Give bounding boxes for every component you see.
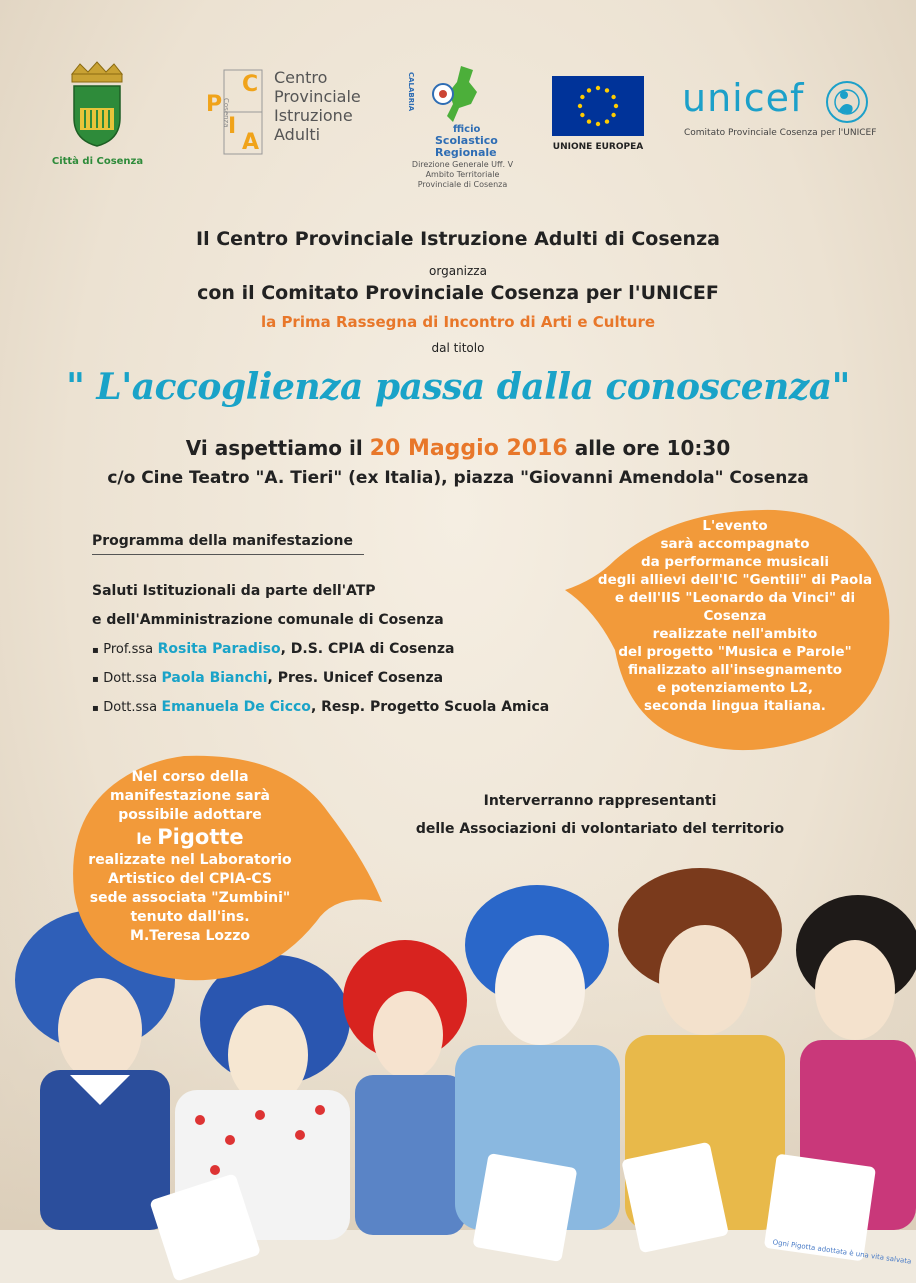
- bubble-left-line: Artistico del CPIA-CS: [107, 871, 273, 887]
- bubble-left-line: sede associata "Zumbini": [89, 890, 291, 906]
- speaker-name: Rosita Paradiso: [157, 641, 281, 657]
- event-time: alle ore 10:30: [574, 436, 731, 460]
- bubble-left-line: manifestazione sarà: [110, 788, 270, 804]
- speaker-title: Dott.ssa: [103, 700, 158, 715]
- adoption-tag-text: Ogni Pigotta adottata è una vita salvata: [772, 1238, 912, 1266]
- cpia-side-label: Cosenza: [222, 98, 230, 128]
- cpia-letter-a: A: [242, 130, 260, 155]
- cpia-letter-i: I: [228, 114, 237, 139]
- citta-label: Città di Cosenza: [51, 156, 144, 167]
- bubble-left-line: Nel corso della: [131, 769, 249, 785]
- cpia-line: Centro: [274, 68, 328, 87]
- usr-ambito: Ambito Territoriale: [425, 170, 500, 179]
- cpia-logo: [202, 68, 372, 158]
- speaker-name: Emanuela De Cicco: [161, 699, 311, 715]
- eu-logo: [552, 76, 644, 152]
- eu-flag-icon: [552, 76, 644, 136]
- program-intro2: e dell'Amministrazione comunale di Cosenza: [92, 612, 444, 628]
- usr-line: fficio: [453, 124, 481, 135]
- header-organizza: organizza: [429, 264, 487, 278]
- bubble-left-line: tenuto dall'ins.: [130, 909, 250, 925]
- bubble-right-line: sarà accompagnato: [660, 536, 810, 552]
- bubble-left-line: M.Teresa Lozzo: [130, 928, 250, 944]
- speaker-role: , Pres. Unicef Cosenza: [267, 670, 444, 686]
- speaker-row: ▪ Dott.ssa Emanuela De Cicco, Resp. Progetto Scuola Amica: [92, 699, 550, 715]
- associations-line2: delle Associazioni di volontariato del territorio: [415, 821, 785, 837]
- bubble-right-line: e potenziamento L2,: [657, 680, 813, 696]
- program-heading: Programma della manifestazione: [92, 533, 364, 555]
- usr-provinciale: Provinciale di Cosenza: [417, 180, 508, 189]
- speaker-role: , Resp. Progetto Scuola Amica: [310, 699, 550, 715]
- speaker-row: ▪ Dott.ssa Paola Bianchi, Pres. Unicef Cosenza: [92, 670, 444, 686]
- citta-cosenza-logo: [50, 60, 145, 170]
- bubble-right-line: finalizzato all'insegnamento: [627, 662, 843, 678]
- eu-label: UNIONE EUROPEA: [552, 142, 644, 152]
- speaker-role: , D.S. CPIA di Cosenza: [280, 641, 455, 657]
- cpia-letter-p: P: [206, 92, 223, 117]
- header-line3: con il Comitato Provinciale Cosenza per l'UNICEF: [197, 282, 719, 304]
- bubble-right-line: e dell'IIS "Leonardo da Vinci" di Cosenza: [614, 590, 856, 624]
- event-when: [0, 436, 916, 461]
- bubble-right-line: seconda lingua italiana.: [644, 698, 826, 714]
- speaker-title: Prof.ssa: [103, 642, 154, 657]
- cpia-line: Adulti: [274, 125, 321, 144]
- usr-calabria: CALABRIA: [407, 72, 415, 112]
- unicef-emblem-icon: [822, 80, 872, 124]
- calabria-map-icon: [423, 64, 493, 126]
- bubble-right-line: realizzate nell'ambito: [652, 626, 818, 642]
- bubble-left-le: le: [136, 830, 152, 848]
- unicef-logo: [682, 76, 882, 146]
- speaker-name: Paola Bianchi: [161, 670, 268, 686]
- usr-direzione: Direzione Generale Uff. V: [411, 160, 514, 169]
- unicef-name: unicef: [682, 76, 805, 120]
- event-venue: c/o Cine Teatro "A. Tieri" (ex Italia), piazza "Giovanni Amendola" Cosenza: [107, 468, 809, 488]
- header-rassegna: la Prima Rassegna di Incontro di Arti e Culture: [260, 313, 656, 331]
- header-dal-titolo: dal titolo: [431, 341, 485, 355]
- bubble-right-line: L'evento: [702, 518, 768, 534]
- cpia-line: Provinciale: [274, 87, 361, 106]
- usr-line: Regionale: [435, 146, 497, 159]
- bubble-left-line: realizzate nel Laboratorio: [88, 852, 292, 868]
- cpia-line: Istruzione: [274, 106, 353, 125]
- cpia-letter-c: C: [242, 72, 259, 97]
- program-intro1: Saluti Istituzionali da parte dell'ATP: [92, 583, 376, 599]
- speaker-row: ▪ Prof.ssa Rosita Paradiso, D.S. CPIA di Cosenza: [92, 641, 455, 657]
- bubble-left-pigotte: [80, 825, 300, 851]
- coat-of-arms-icon: [50, 60, 145, 150]
- speaker-title: Dott.ssa: [103, 671, 158, 686]
- event-date: 20 Maggio 2016: [369, 436, 568, 461]
- associations-line1: Interverranno rappresentanti: [483, 793, 717, 809]
- bubble-right-line: del progetto "Musica e Parole": [618, 644, 852, 660]
- unicef-sub: Comitato Provinciale Cosenza per l'UNICEF: [684, 128, 877, 138]
- bubble-left-line: possibile adottare: [118, 807, 262, 823]
- bubble-right-line: degli allievi dell'IC "Gentili" di Paola: [597, 572, 873, 588]
- bubble-left-pigotte-word: Pigotte: [157, 825, 244, 849]
- event-prefix: Vi aspettiamo il: [185, 436, 363, 460]
- usr-logo: [405, 64, 520, 189]
- header-line1: Il Centro Provinciale Istruzione Adulti di Cosenza: [196, 228, 720, 250]
- usr-line: Scolastico: [435, 134, 498, 147]
- bubble-right-line: da performance musicali: [640, 554, 830, 570]
- bubble-left-text: [80, 768, 300, 946]
- bubble-right-text: [590, 517, 880, 715]
- event-title: " L'accoglienza passa dalla conoscenza": [66, 366, 850, 408]
